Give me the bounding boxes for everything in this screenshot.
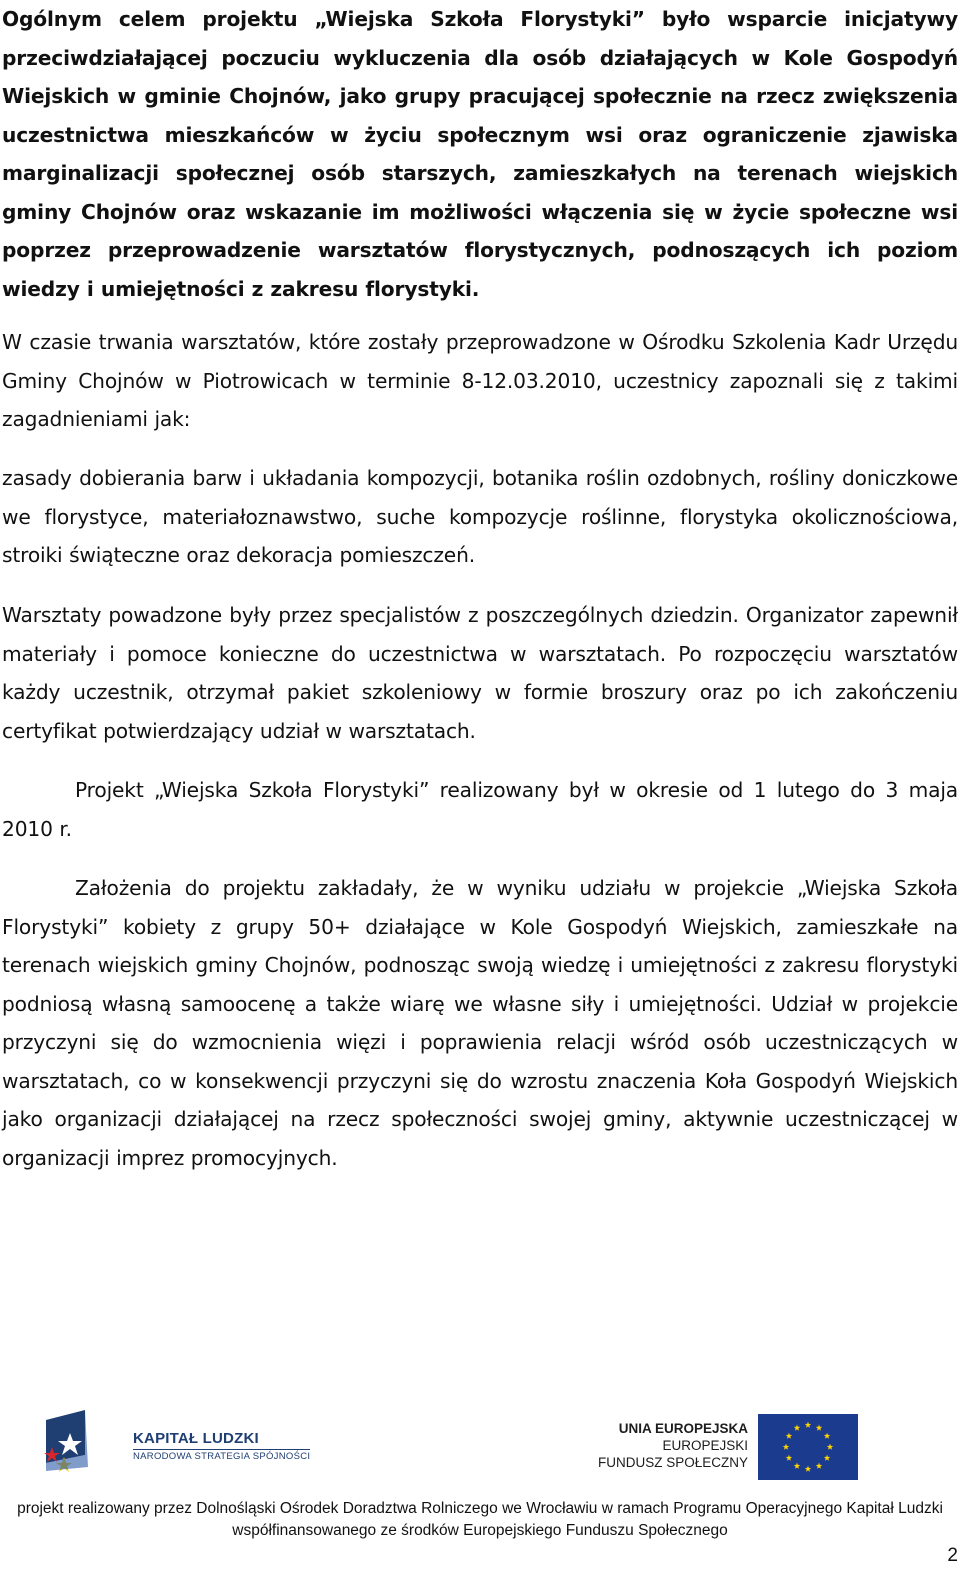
footer-text — [0, 1498, 960, 1542]
kapital-ludzki-title: KAPITAŁ LUDZKI — [133, 1430, 259, 1447]
kapital-ludzki-subtitle: NARODOWA STRATEGIA SPÓJNOŚCI — [133, 1451, 311, 1462]
eu-european-label: EUROPEJSKI — [662, 1438, 748, 1453]
footer-line-2: współfinansowanego ze środków Europejskiego Funduszu Społecznego — [232, 1522, 728, 1539]
paragraph-project-goal: Ogólnym celem projektu „Wiejska Szkoła Florystyki” było wsparcie inicjatywy przeciwdziałającej poczuciu wykluczenia dla osób działających w Kole Gospodyń Wiejskich w gminie Chojnów, jako grupy pracującej społecznie na rzecz zwiększenia uczestnictwa mieszkańców w życiu społecznym wsi oraz ograniczenie zjawiska marginalizacji społecznej osób starszych, zamieszkałych na terenach wiejskich gminy Chojnów oraz wskazanie im możliwości włączenia się w życie społeczne wsi poprzez przeprowadzenie warsztatów florystycznych, podnoszących ich poziom wiedzy i umiejętności z zakresu florystyki. — [2, 7, 958, 301]
footer-line-1: projekt realizowany przez Dolnośląski Ośrodek Doradztwa Rolniczego we Wrocławiu w ramach Programu Operacyjnego Kapitał Ludzki — [17, 1500, 943, 1517]
paragraph-topics-list: zasady dobierania barw i układania kompozycji, botanika roślin ozdobnych, rośliny doniczkowe we florystyce, materiałoznawstwo, suche kompozycje roślinne, florystyka okolicznościowa, stroiki świąteczne oraz dekoracja pomieszczeń. — [2, 466, 958, 567]
kapital-ludzki-stars-logo — [40, 1405, 130, 1480]
eu-fund-text — [598, 1420, 748, 1471]
eu-union-label: UNIA EUROPEJSKA — [618, 1421, 748, 1436]
eu-social-fund-label: FUNDUSZ SPOŁECZNY — [597, 1455, 748, 1470]
paragraph-project-period: Projekt „Wiejska Szkoła Florystyki” realizowany był w okresie od 1 lutego do 3 maja 2010 r. — [2, 778, 958, 841]
footer-logos — [0, 1400, 960, 1490]
paragraph-project-assumptions: Założenia do projektu zakładały, że w wyniku udziału w projekcie „Wiejska Szkoła Florystyki” kobiety z grupy 50+ działające w Kole Gospodyń Wiejskich, zamieszkałe na terenach wiejskich gminy Chojnów, podnosząc swoją wiedzę i umiejętności z zakresu florystyki podniosą własną samoocenę a także wiarę we własne siły i umiejętności. Udział w projekcie przyczyni się do wzmocnienia więzi i poprawienia relacji wśród osób uczestniczących w warsztatach, co w konsekwencji przyczyni się do wzrostu znaczenia Koła Gospodyń Wiejskich jako organizacji działającej na rzecz społeczności swojej gminy, aktywnie uczestniczącej w organizacji imprez promocyjnych. — [2, 876, 958, 1170]
eu-flag-logo — [758, 1414, 858, 1480]
page-number: 2 — [947, 1545, 958, 1566]
paragraph-workshop-info: W czasie trwania warsztatów, które zostały przeprowadzone w Ośrodku Szkolenia Kadr Urzędu Gminy Chojnów w Piotrowicach w terminie 8-12.03.2010, uczestnicy zapoznali się z takimi zagadnieniami jak: — [2, 330, 958, 431]
paragraph-workshop-leaders: Warsztaty powadzone były przez specjalistów z poszczególnych dziedzin. Organizator zapewnił materiały i pomoce konieczne do uczestnictwa w warsztatach. Po rozpoczęciu warsztatów każdy uczestnik, otrzymał pakiet szkoleniowy w formie broszury oraz po ich zakończeniu certyfikat potwierdzający udział w warsztatach. — [2, 603, 958, 743]
